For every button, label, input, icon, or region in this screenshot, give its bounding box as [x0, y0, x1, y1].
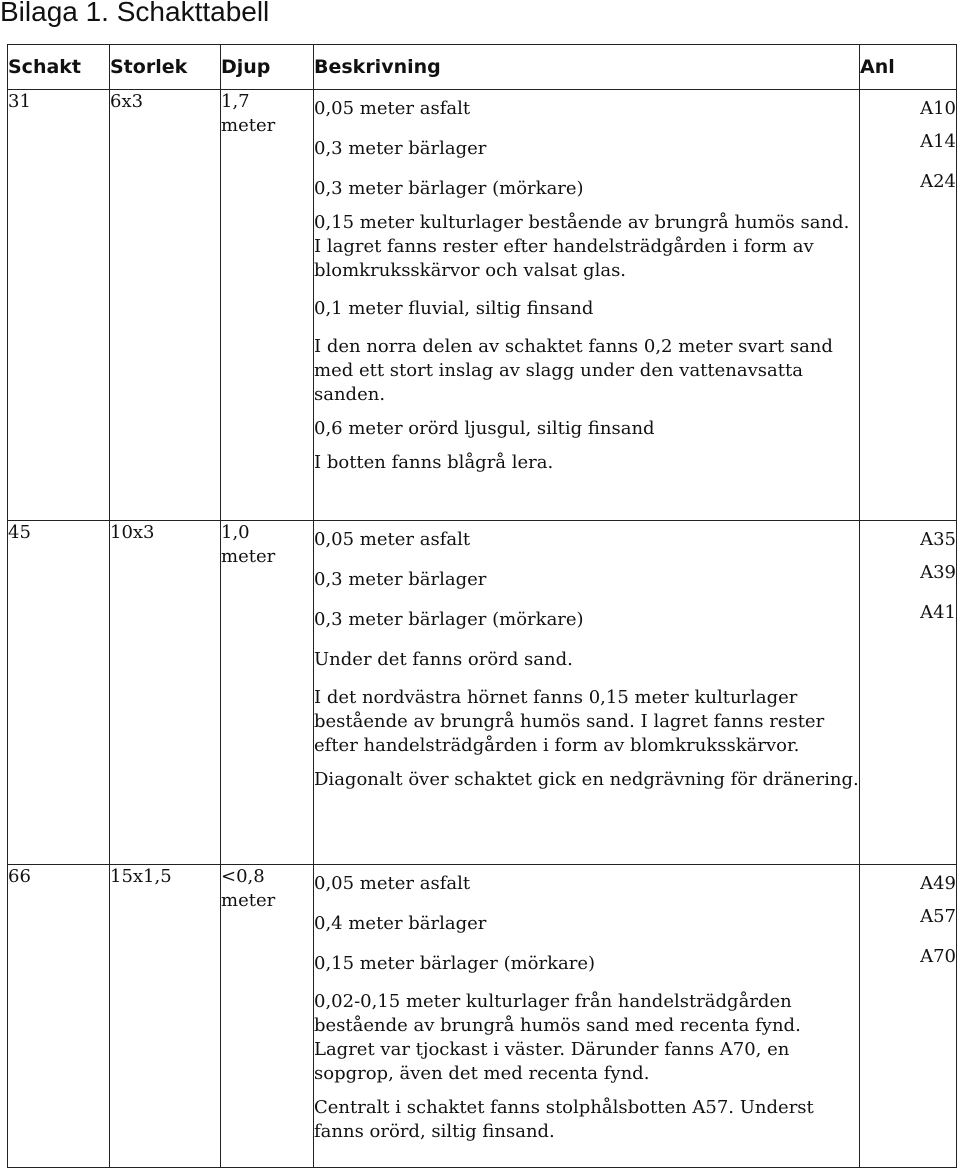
description-line: 0,05 meter asfalt [314, 98, 471, 119]
cell-djup [221, 90, 314, 521]
anl-item: A24 [920, 171, 956, 192]
description-line: Diagonalt över schaktet gick en nedgrävning för dränering. [314, 769, 859, 790]
description-line: I det nordvästra hörnet fanns 0,15 meter kulturlager bestående av brungrå humös sand. I lagret fanns rester efter handelsträdgården i form av blomkruksskärvor. [314, 687, 825, 756]
anl-item: A10 [920, 98, 956, 119]
cell-djup [221, 865, 314, 1168]
description-line: 0,6 meter orörd ljusgul, siltig finsand [314, 418, 655, 439]
djup-value: <0,8 meter [221, 866, 276, 911]
cell-beskrivning [314, 521, 860, 865]
cell-anl [860, 521, 957, 865]
cell-beskrivning [314, 865, 860, 1168]
cell-anl [860, 865, 957, 1168]
anl-item: A57 [920, 906, 956, 927]
description-line: 0,15 meter kulturlager bestående av brungrå humös sand. I lagret fanns rester efter handelsträdgården i form av blomkruksskärvor och valsat glas. [314, 212, 850, 281]
header-schakt: Schakt [8, 45, 110, 90]
cell-beskrivning [314, 90, 860, 521]
cell-storlek: 6x3 [110, 90, 221, 521]
header-djup: Djup [221, 45, 314, 90]
description-line: I botten fanns blågrå lera. [314, 452, 554, 473]
description-line: 0,15 meter bärlager (mörkare) [314, 953, 596, 974]
description-line: Under det fanns orörd sand. [314, 649, 573, 670]
anl-item: A41 [920, 602, 956, 623]
anl-item: A35 [920, 529, 956, 550]
header-storlek: Storlek [110, 45, 221, 90]
table-header-row [8, 45, 957, 90]
table-row [8, 865, 957, 1168]
djup-value: 1,0 meter [221, 522, 276, 567]
cell-djup [221, 521, 314, 865]
cell-schakt: 31 [8, 90, 110, 521]
page-title: Bilaga 1. Schakttabell [0, 0, 270, 27]
description-line: Centralt i schaktet fanns stolphålsbotten A57. Underst fanns orörd, siltig finsand. [314, 1097, 814, 1142]
description-line: 0,1 meter fluvial, siltig finsand [314, 298, 594, 319]
description-line: 0,3 meter bärlager (mörkare) [314, 609, 584, 630]
table-row [8, 521, 957, 865]
description-line: 0,05 meter asfalt [314, 873, 471, 894]
anl-item: A39 [920, 562, 956, 583]
description-line: 0,3 meter bärlager [314, 569, 487, 590]
description-line: 0,4 meter bärlager [314, 913, 487, 934]
anl-item: A70 [920, 946, 956, 967]
description-line: 0,3 meter bärlager [314, 138, 487, 159]
cell-anl [860, 90, 957, 521]
cell-storlek: 15x1,5 [110, 865, 221, 1168]
schakt-table [7, 44, 957, 1168]
description-line: I den norra delen av schaktet fanns 0,2 meter svart sand med ett stort inslag av slagg under den vattenavsatta sanden. [314, 336, 833, 405]
description-line: 0,05 meter asfalt [314, 529, 471, 550]
djup-value: 1,7 meter [221, 91, 276, 136]
header-anl: Anl [860, 45, 957, 90]
cell-storlek: 10x3 [110, 521, 221, 865]
anl-item: A49 [920, 873, 956, 894]
anl-item: A14 [920, 131, 956, 152]
cell-schakt: 45 [8, 521, 110, 865]
description-line: 0,3 meter bärlager (mörkare) [314, 178, 584, 199]
header-beskrivning: Beskrivning [314, 45, 860, 90]
cell-schakt: 66 [8, 865, 110, 1168]
description-line: 0,02-0,15 meter kulturlager från handelsträdgården bestående av brungrå humös sand med recenta fynd. Lagret var tjockast i väster. Därunder fanns A70, en sopgrop, även det med recenta fynd. [314, 991, 801, 1084]
table-row [8, 90, 957, 521]
